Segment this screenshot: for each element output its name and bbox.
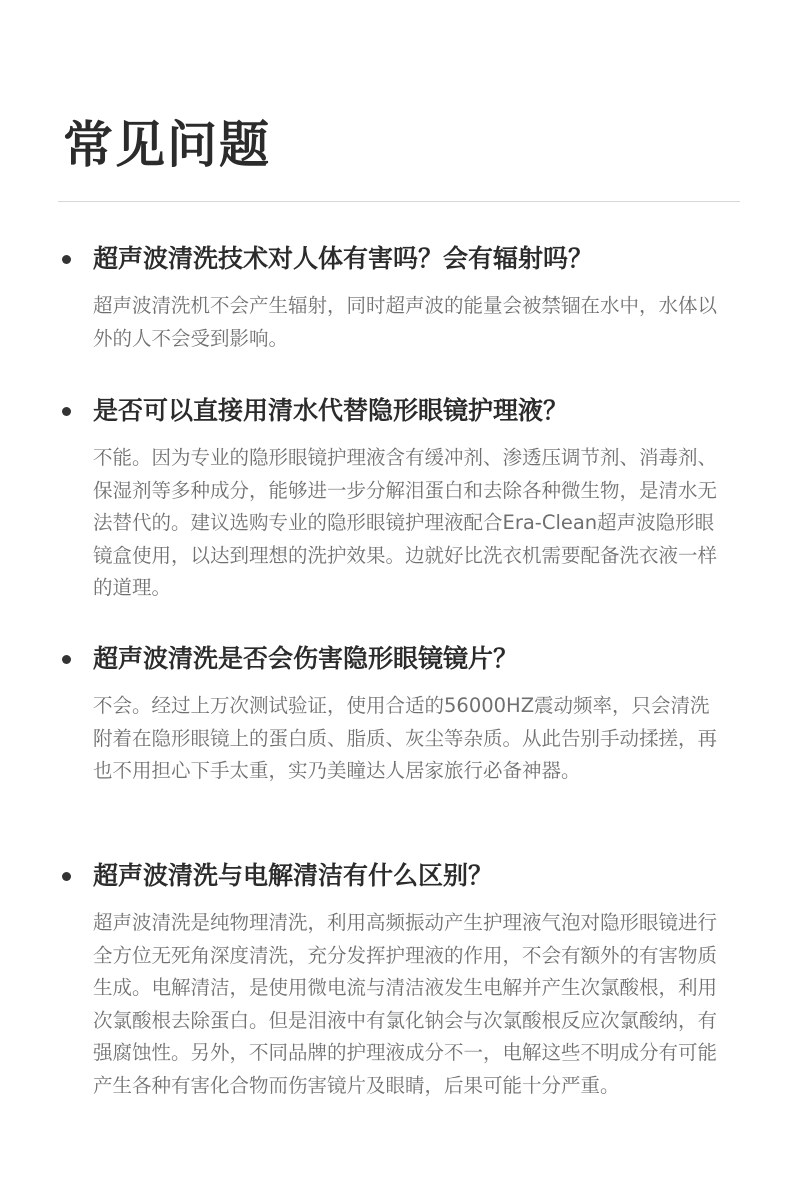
- bullet-icon: [62, 872, 71, 881]
- faq-answer: 超声波清洗机不会产生辐射，同时超声波的能量会被禁锢在水中，水体以外的人不会受到影响。: [93, 294, 718, 350]
- bullet-icon: [62, 255, 71, 264]
- faq-question: 超声波清洗是否会伤害隐形眼镜镜片？: [93, 644, 519, 673]
- faq-question: 超声波清洗技术对人体有害吗？会有辐射吗？: [93, 244, 594, 273]
- faq-question: 是否可以直接用清水代替隐形眼镜护理液？: [93, 396, 569, 425]
- bullet-icon: [62, 655, 71, 664]
- bullet-icon: [62, 407, 71, 416]
- faq-answer: 超声波清洗是纯物理清洗，利用高频振动产生护理液气泡对隐形眼镜进行全方位无死角深度清洗，充分发挥护理液的作用，不会有额外的有害物质生成。电解清洁，是使用微电流与清洁液发生电解并产生次氯酸根，利用次氯酸根去除蛋白。但是泪液中有氯化钠会与次氯酸根反应次氯酸纳，有强腐蚀性。另外，不同品牌的护理液成分不一，电解这些不明成分有可能产生各种有害化合物而伤害镜片及眼睛，后果可能十分严重。: [93, 911, 718, 1097]
- faq-question: 超声波清洗与电解清洁有什么区别？: [93, 861, 494, 890]
- page-title: 常见问题: [63, 116, 271, 174]
- faq-answer: 不能。因为专业的隐形眼镜护理液含有缓冲剂、渗透压调节剂、消毒剂、保湿剂等多种成分，能够进一步分解泪蛋白和去除各种微生物，是清水无法替代的。建议选购专业的隐形眼镜护理液配合Era-Clean超声波隐形眼镜盒使用，以达到理想的洗护效果。边就好比洗衣机需要配备洗衣液一样的道理。: [93, 446, 718, 599]
- faq-answer: 不会。经过上万次测试验证，使用合适的56000HZ震动频率，只会清洗附着在隐形眼镜上的蛋白质、脂质、灰尘等杂质。从此告别手动揉搓，再也不用担心下手太重，实乃美瞳达人居家旅行必备神器。: [93, 694, 718, 782]
- title-divider: [58, 201, 740, 202]
